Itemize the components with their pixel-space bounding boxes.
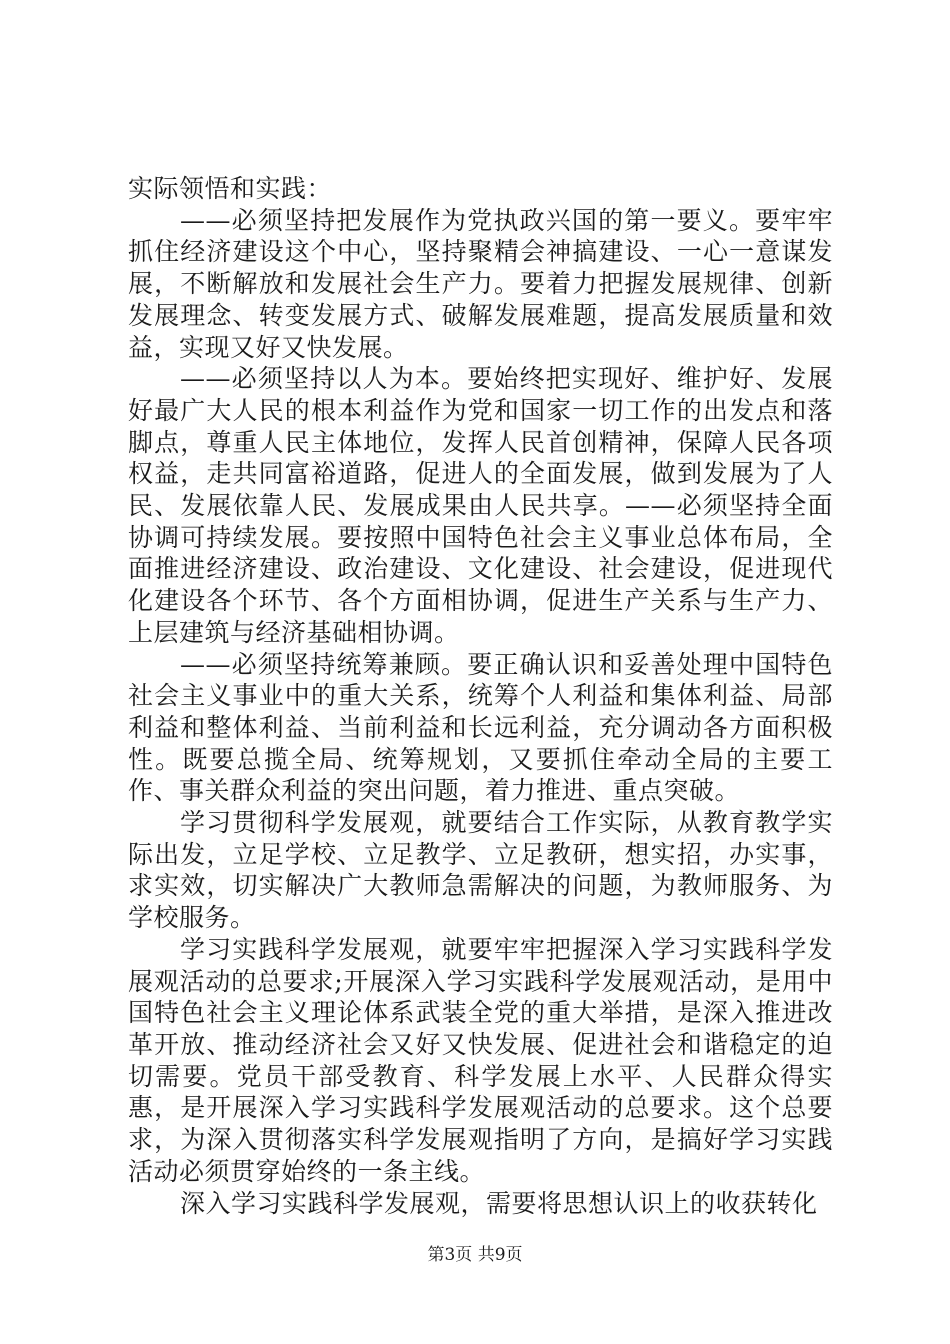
page-footer: 第3页 共9页 (427, 1245, 523, 1265)
paragraph: ——必须坚持以人为本。要始终把实现好、维护好、发展好最广大人民的根本利益作为党和国家一切工作的出发点和落脚点，尊重人民主体地位，发挥人民首创精神，保障人民各项权益，走共同富裕道路，促进人的全面发展，做到发展为了人民、发展依靠人民、发展成果由人民共享。——必须坚持全面协调可持续发展。要按照中国特色社会主义事业总体布局，全面推进经济建设、政治建设、文化建设、社会建设，促进现代化建设各个环节、各个方面相协调，促进生产关系与生产力、上层建筑与经济基础相协调。 (128, 364, 833, 647)
paragraph: 深入学习实践科学发展观，需要将思想认识上的收获转化 (180, 1188, 818, 1218)
document-body (128, 173, 833, 1219)
paragraph: 学习贯彻科学发展观，就要结合工作实际，从教育教学实际出发，立足学校、立足教学、立足教研，想实招，办实事，求实效，切实解决广大教师急需解决的问题，为教师服务、为学校服务。 (128, 808, 833, 933)
paragraph: 实际领悟和实践： (128, 174, 333, 203)
paragraph: ——必须坚持统筹兼顾。要正确认识和妥善处理中国特色社会主义事业中的重大关系，统筹个人利益和集体利益、局部利益和整体利益、当前利益和长远利益，充分调动各方面积极性。既要总揽全局、统筹规划，又要抓住牵动全局的主要工作、事关群众利益的突出问题，着力推进、重点突破。 (128, 649, 833, 806)
paragraph: 学习实践科学发展观，就要牢牢把握深入学习实践科学发展观活动的总要求;开展深入学习实践科学发展观活动，是用中国特色社会主义理论体系武装全党的重大举措，是深入推进改革开放、推动经济社会又好又快发展、促进社会和谐稳定的迫切需要。党员干部受教育、科学发展上水平、人民群众得实惠，是开展深入学习实践科学发展观活动的总要求。这个总要求，为深入贯彻落实科学发展观指明了方向，是搞好学习实践活动必须贯穿始终的一条主线。 (128, 934, 833, 1186)
paragraph: ——必须坚持把发展作为党执政兴国的第一要义。要牢牢抓住经济建设这个中心，坚持聚精会神搞建设、一心一意谋发展，不断解放和发展社会生产力。要着力把握发展规律、创新发展理念、转变发展方式、破解发展难题，提高发展质量和效益，实现又好又快发展。 (128, 205, 833, 362)
